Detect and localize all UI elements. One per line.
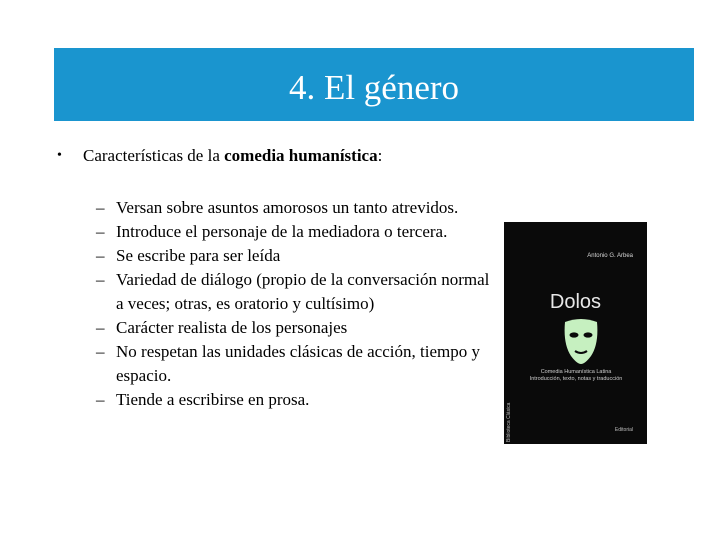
list-item-text: Variedad de diálogo (propio de la conversación normal a veces; otras, es oratorio y cultísimo): [116, 270, 490, 313]
list-item: [96, 244, 496, 268]
list-item: [96, 340, 496, 388]
list-item: [96, 220, 496, 244]
list-item: [96, 268, 496, 316]
book-publisher: Editorial: [614, 427, 633, 433]
list-item-text: Tiende a escribirse en prosa.: [116, 390, 310, 409]
slide-title: 4. El género: [288, 67, 460, 107]
dash-icon: –: [96, 342, 105, 361]
main-bullet-emphasis: comedia humanística: [224, 146, 378, 165]
list-item: [96, 388, 496, 412]
list-item: [96, 196, 496, 220]
dash-icon: –: [96, 246, 105, 265]
main-bullet-suffix: :: [377, 146, 383, 165]
dash-icon: –: [96, 198, 105, 217]
book-author: Antonio G. Arbea: [587, 253, 633, 259]
book-subtitle: Comedia Humanística Latina Introducción, texto, notas y traducción: [529, 369, 623, 382]
dash-icon: –: [96, 222, 105, 241]
list-item-text: Introduce el personaje de la mediadora o tercera.: [116, 222, 448, 241]
dash-icon: –: [96, 390, 105, 409]
bullet-icon: •: [57, 148, 62, 163]
dash-icon: –: [96, 318, 105, 337]
main-bullet-prefix: Características de la: [83, 146, 225, 165]
dash-icon: –: [96, 270, 105, 289]
theater-mask-icon: [561, 318, 601, 366]
book-series: Biblioteca Clásica: [506, 402, 512, 442]
title-bar: [54, 48, 694, 121]
list-item-text: Carácter realista de los personajes: [116, 318, 348, 337]
sub-bullet-list: [96, 196, 496, 412]
book-title: Dolos: [549, 291, 602, 313]
list-item-text: No respetan las unidades clásicas de acción, tiempo y espacio.: [116, 342, 480, 385]
main-bullet-text: [83, 146, 382, 166]
list-item-text: Se escribe para ser leída: [116, 246, 281, 265]
list-item: [96, 316, 496, 340]
list-item-text: Versan sobre asuntos amorosos un tanto atrevidos.: [116, 198, 459, 217]
book-cover-image: [504, 222, 647, 444]
